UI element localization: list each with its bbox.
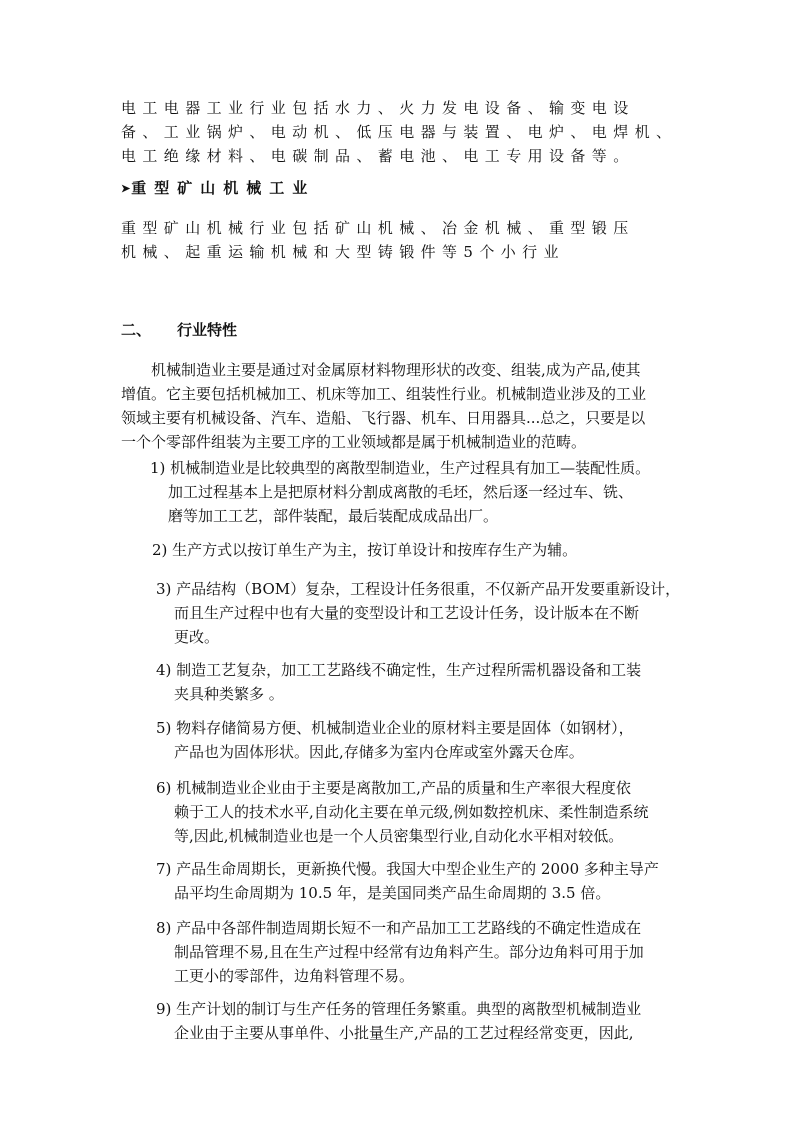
list-item-line: 企业由于主要从事单件、小批量生产,产品的工艺过程经常变更，因此, — [174, 1024, 634, 1042]
list-item-line: 产品也为固体形状。因此,存储多为室内仓库或室外露天仓库。 — [174, 743, 584, 761]
paragraph-line: 电工电器工业行业包括水力、火力发电设备、输变电设 — [121, 99, 635, 117]
paragraph-line: 机械、起重运输机械和大型铸锻件等5个小行业 — [121, 243, 565, 261]
list-item-line: 夹具种类繁多 。 — [174, 685, 284, 703]
paragraph-line: 领域主要有机械设备、汽车、造船、飞行器、机车、日用器具...总之，只要是以 — [121, 409, 646, 427]
paragraph-line: 一个个零部件组装为主要工序的工业领域都是属于机械制造业的范畴。 — [121, 433, 587, 451]
list-item — [156, 658, 641, 706]
list-item-line: 加工过程基本上是把原材料分割成离散的毛坯，然后逐一经过车、铣、 — [168, 483, 634, 501]
list-item — [156, 857, 659, 905]
subheading-text: 重型矿山机械工业 — [131, 179, 316, 197]
list-item-line: 制品管理不易,且在生产过程中经常有边角料产生。部分边角料可用于加 — [174, 943, 644, 961]
paragraph-line: 机械制造业主要是通过对金属原材料物理形状的改变、组装,成为产品,使其 — [151, 361, 641, 379]
paragraph-line: 电工绝缘材料、电碳制品、蓄电池、电工专用设备等。 — [121, 147, 635, 165]
list-item-line: 等,因此,机械制造业也是一个人员密集型行业,自动化水平相对较低。 — [174, 827, 624, 845]
list-item — [156, 916, 644, 988]
list-item-line: 6) 机械制造业企业由于主要是离散加工,产品的质量和生产率很大程度依 — [156, 779, 631, 797]
list-item-line: 更改。 — [174, 628, 220, 646]
list-item-line: 7) 产品生命周期长，更新换代慢。我国大中型企业生产的 2000 多种主导产 — [156, 860, 659, 878]
list-item-line: 2) 生产方式以按订单生产为主，按订单设计和按库存生产为辅。 — [152, 541, 578, 559]
paragraph-line: 增值。它主要包括机械加工、机床等加工、组装性行业。机械制造业涉及的工业 — [121, 385, 647, 403]
paragraph-line: 重型矿山机械行业包括矿山机械、冶金机械、重型锻压 — [121, 219, 635, 237]
list-item-line: 3) 产品结构（BOM）复杂，工程设计任务很重，不仅新产品开发要重新设计， — [156, 580, 681, 598]
list-item-line: 赖于工人的技术水平,自动化主要在单元级,例如数控机床、柔性制造系统 — [174, 803, 649, 821]
subheading-heavy-mining — [121, 176, 315, 201]
list-item-line: 4) 制造工艺复杂，加工工艺路线不确定性，生产过程所需机器设备和工装 — [156, 661, 642, 679]
list-item-line: 1) 机械制造业是比较典型的离散型制造业，生产过程具有加工—装配性质。 — [150, 459, 651, 477]
list-item-line: 8) 产品中各部件制造周期长短不一和产品加工工艺路线的不确定性造成在 — [156, 919, 642, 937]
list-item-line: 5) 物料存储简易方便、机械制造业企业的原材料主要是固体（如钢材）， — [156, 719, 634, 737]
arrowhead-bullet-icon: ➤ — [121, 182, 131, 195]
paragraph-electrical-industry — [121, 96, 677, 168]
list-item — [156, 577, 680, 649]
paragraph-mining-industry — [121, 216, 677, 264]
list-item — [156, 997, 641, 1045]
section-heading — [121, 318, 237, 342]
list-item-line: 而且生产过程中也有大量的变型设计和工艺设计任务，设计版本在不断 — [174, 604, 640, 622]
section-title: 行业特性 — [177, 321, 238, 339]
list-item — [156, 716, 634, 764]
section-number: 二、 — [121, 321, 152, 339]
list-item — [150, 456, 650, 528]
list-item-line: 磨等加工工艺，部件装配，最后装配成成品出厂。 — [168, 507, 499, 525]
list-item — [152, 538, 577, 562]
list-item — [156, 776, 649, 848]
list-item-line: 工更小的零部件，边角料管理不易。 — [174, 967, 415, 985]
list-item-line: 品平均生命周期为 10.5 年，是美国同类产品生命周期的 3.5 倍。 — [174, 884, 611, 902]
list-item-line: 9) 生产计划的制订与生产任务的管理任务繁重。典型的离散型机械制造业 — [156, 1000, 642, 1018]
paragraph-line: 备、工业锅炉、电动机、低压电器与装置、电炉、电焊机、 — [121, 123, 678, 141]
intro-paragraph — [121, 358, 677, 454]
